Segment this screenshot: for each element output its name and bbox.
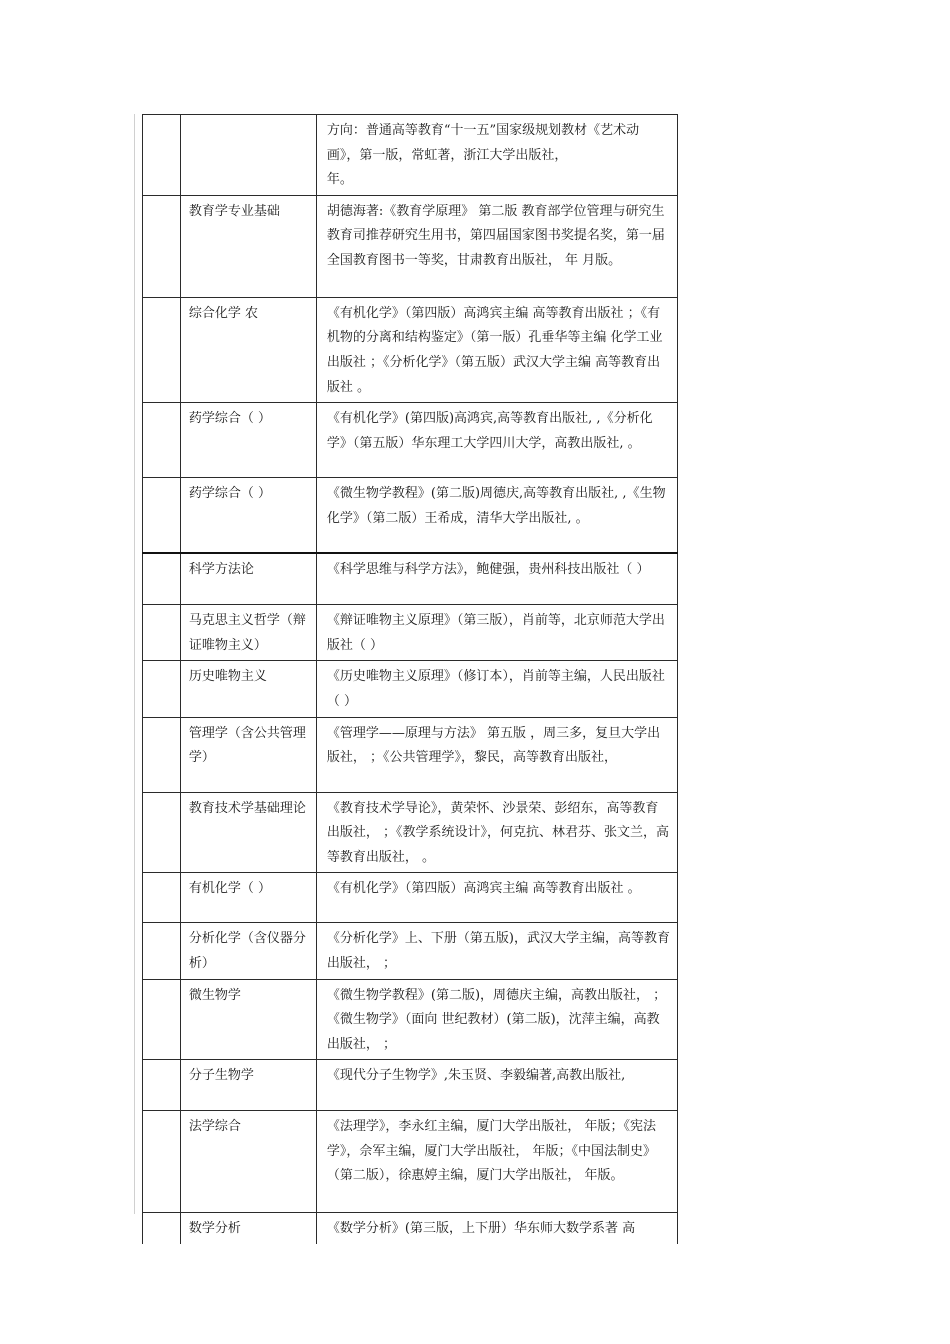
table-row	[143, 403, 678, 478]
reference-books-cell: 胡德海著:《教育学原理》 第二版 教育部学位管理与研究生教育司推荐研究生用书，第四届国家图书奖提名奖，第一届全国教育图书一等奖，甘肃教育出版社， 年 月版。	[316, 195, 677, 297]
table-row	[143, 873, 678, 923]
index-cell	[143, 873, 181, 923]
reference-books-cell: 《微生物学教程》(第二版)，周德庆主编，高教出版社， ；《微生物学》（面向 世纪教材）(第二版)，沈萍主编，高教出版社， ；	[316, 979, 677, 1060]
subject-cell: 药学综合（ ）	[180, 403, 316, 478]
table-row	[143, 979, 678, 1060]
reference-books-cell: 《历史唯物主义原理》（修订本），肖前等主编，人民出版社（ ）	[316, 661, 677, 717]
reference-books-cell: 《有机化学》（第四版）高鸿宾主编 高等教育出版社 ；《有机物的分离和结构鉴定》（第一版）孔垂华等主编 化学工业出版社 ；《分析化学》（第五版）武汉大学主编 高等教育出版社 。	[316, 297, 677, 402]
reference-books-cell: 《有机化学》(第四版)高鸿宾,高等教育出版社, ,《分析化学》（第五版）华东理工大学四川大学，高教出版社, 。	[316, 403, 677, 478]
reference-books-cell: 《教育技术学导论》，黄荣怀、沙景荣、彭绍东，高等教育出版社， ；《教学系统设计》，何克抗、林君芬、张文兰，高等教育出版社， 。	[316, 792, 677, 873]
subject-cell: 历史唯物主义	[180, 661, 316, 717]
subject-cell	[180, 115, 316, 196]
index-cell	[143, 297, 181, 402]
reference-books-cell: 方向：普通高等教育“十一五”国家级规划教材《艺术动画》，第一版，常虹著，浙江大学出版社， 年。	[316, 115, 677, 196]
reference-books-cell: 《微生物学教程》(第二版)周德庆,高等教育出版社, ,《生物化学》（第二版）王希成，清华大学出版社, 。	[316, 478, 677, 553]
table-body	[143, 115, 678, 1244]
table-row	[143, 297, 678, 402]
table-row	[143, 792, 678, 873]
table-row	[143, 478, 678, 553]
table-row	[143, 115, 678, 196]
reference-books-cell: 《科学思维与科学方法》，鲍健强，贵州科技出版社（ ）	[316, 553, 677, 605]
table-row	[143, 923, 678, 979]
table-row	[143, 1111, 678, 1213]
table-row	[143, 717, 678, 792]
index-cell	[143, 553, 181, 605]
subject-cell: 有机化学（ ）	[180, 873, 316, 923]
index-cell	[143, 195, 181, 297]
reference-book-table	[142, 114, 678, 1244]
table-row	[143, 553, 678, 605]
index-cell	[143, 403, 181, 478]
subject-cell: 药学综合（ ）	[180, 478, 316, 553]
table-row	[143, 661, 678, 717]
subject-cell: 教育学专业基础	[180, 195, 316, 297]
subject-cell: 微生物学	[180, 979, 316, 1060]
page-edge-line	[134, 114, 135, 1214]
subject-cell: 马克思主义哲学（辩证唯物主义）	[180, 605, 316, 661]
reference-books-cell: 《现代分子生物学》,朱玉贤、李毅编著,高教出版社,	[316, 1060, 677, 1111]
index-cell	[143, 478, 181, 553]
index-cell	[143, 923, 181, 979]
index-cell	[143, 1060, 181, 1111]
reference-books-cell: 《数学分析》(第三版，上下册）华东师大数学系著 高	[316, 1213, 677, 1244]
reference-books-cell: 《有机化学》（第四版）高鸿宾主编 高等教育出版社 。	[316, 873, 677, 923]
subject-cell: 综合化学 农	[180, 297, 316, 402]
table-row	[143, 1060, 678, 1111]
subject-cell: 管理学（含公共管理学）	[180, 717, 316, 792]
index-cell	[143, 717, 181, 792]
index-cell	[143, 661, 181, 717]
subject-cell: 数学分析	[180, 1213, 316, 1244]
reference-books-cell: 《法理学》，李永红主编，厦门大学出版社， 年版；《宪法学》，佘军主编，厦门大学出版社， 年版；《中国法制史》（第二版），徐惠婷主编，厦门大学出版社， 年版。	[316, 1111, 677, 1213]
reference-books-cell: 《管理学——原理与方法》 第五版 ，周三多，复旦大学出版社， ；《公共管理学》，黎民，高等教育出版社，	[316, 717, 677, 792]
index-cell	[143, 1213, 181, 1244]
subject-cell: 分子生物学	[180, 1060, 316, 1111]
table-row	[143, 1213, 678, 1244]
reference-books-cell: 《辩证唯物主义原理》（第三版），肖前等，北京师范大学出版社（ ）	[316, 605, 677, 661]
subject-cell: 科学方法论	[180, 553, 316, 605]
table-row	[143, 605, 678, 661]
index-cell	[143, 115, 181, 196]
index-cell	[143, 605, 181, 661]
index-cell	[143, 979, 181, 1060]
subject-cell: 教育技术学基础理论	[180, 792, 316, 873]
subject-cell: 分析化学（含仪器分析）	[180, 923, 316, 979]
reference-books-cell: 《分析化学》上、下册（第五版)，武汉大学主编，高等教育出版社， ；	[316, 923, 677, 979]
table-row	[143, 195, 678, 297]
index-cell	[143, 792, 181, 873]
subject-cell: 法学综合	[180, 1111, 316, 1213]
index-cell	[143, 1111, 181, 1213]
